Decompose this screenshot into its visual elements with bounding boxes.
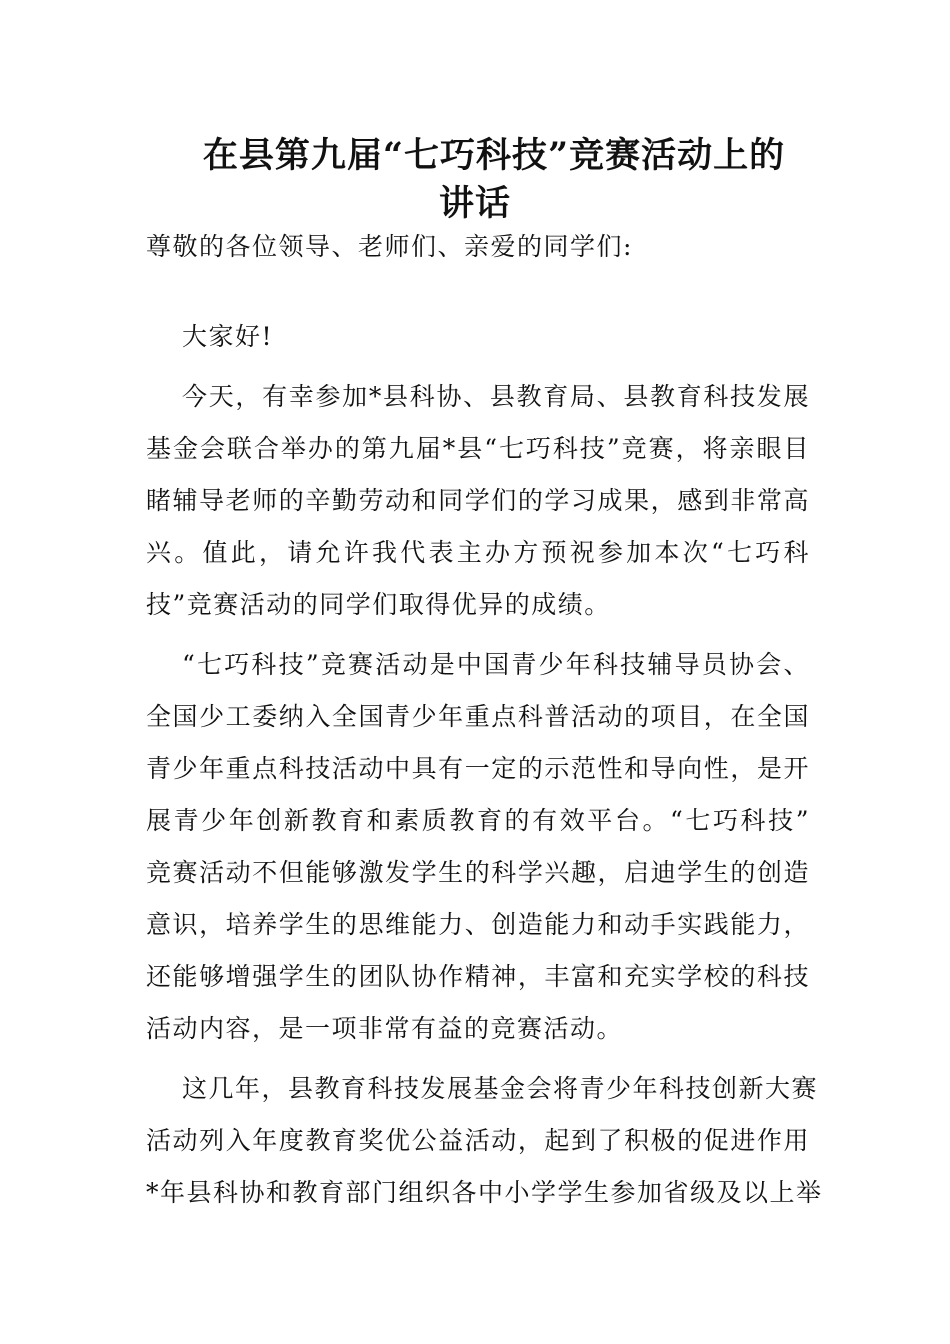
salutation: 尊敬的各位领导、老师们、亲爱的同学们:	[146, 232, 633, 261]
document-title-line-1: 在县第九届“七巧科技”竞赛活动上的	[202, 135, 786, 176]
paragraph-2-line-1: “七巧科技”竞赛活动是中国青少年科技辅导员协会、	[182, 650, 810, 679]
paragraph-2-line-8: 活动内容，是一项非常有益的竞赛活动。	[146, 1014, 624, 1043]
paragraph-3-line-1: 这几年，县教育科技发展基金会将青少年科技创新大赛	[182, 1074, 819, 1103]
paragraph-3-line-2: 活动列入年度教育奖优公益活动，起到了积极的促进作用	[146, 1126, 810, 1155]
paragraph-2-line-4: 展青少年创新教育和素质教育的有效平台。“七巧科技”	[146, 806, 810, 835]
paragraph-2-line-3: 青少年重点科技活动中具有一定的示范性和导向性，是开	[146, 754, 810, 783]
paragraph-2-line-5: 竞赛活动不但能够激发学生的科学兴趣，启迪学生的创造	[146, 858, 810, 887]
paragraph-2-line-7: 还能够增强学生的团队协作精神，丰富和充实学校的科技	[146, 962, 810, 991]
paragraph-1-line-4: 兴。值此，请允许我代表主办方预祝参加本次“七巧科	[146, 538, 810, 567]
paragraph-1-line-3: 睹辅导老师的辛勤劳动和同学们的学习成果，感到非常高	[146, 486, 810, 515]
paragraph-1-line-1: 今天，有幸参加*县科协、县教育局、县教育科技发展	[182, 382, 810, 411]
document-title-line-2: 讲话	[438, 183, 511, 224]
paragraph-1-line-5: 技”竞赛活动的同学们取得优异的成绩。	[146, 590, 611, 619]
paragraph-2-line-6: 意识，培养学生的思维能力、创造能力和动手实践能力，	[146, 910, 810, 939]
paragraph-2-line-2: 全国少工委纳入全国青少年重点科普活动的项目，在全国	[146, 702, 810, 731]
paragraph-3-line-3: *年县科协和教育部门组织各中小学学生参加省级及以上举	[146, 1178, 823, 1207]
greeting: 大家好!	[182, 322, 274, 351]
paragraph-1-line-2: 基金会联合举办的第九届*县“七巧科技”竞赛，将亲眼目	[146, 434, 810, 463]
